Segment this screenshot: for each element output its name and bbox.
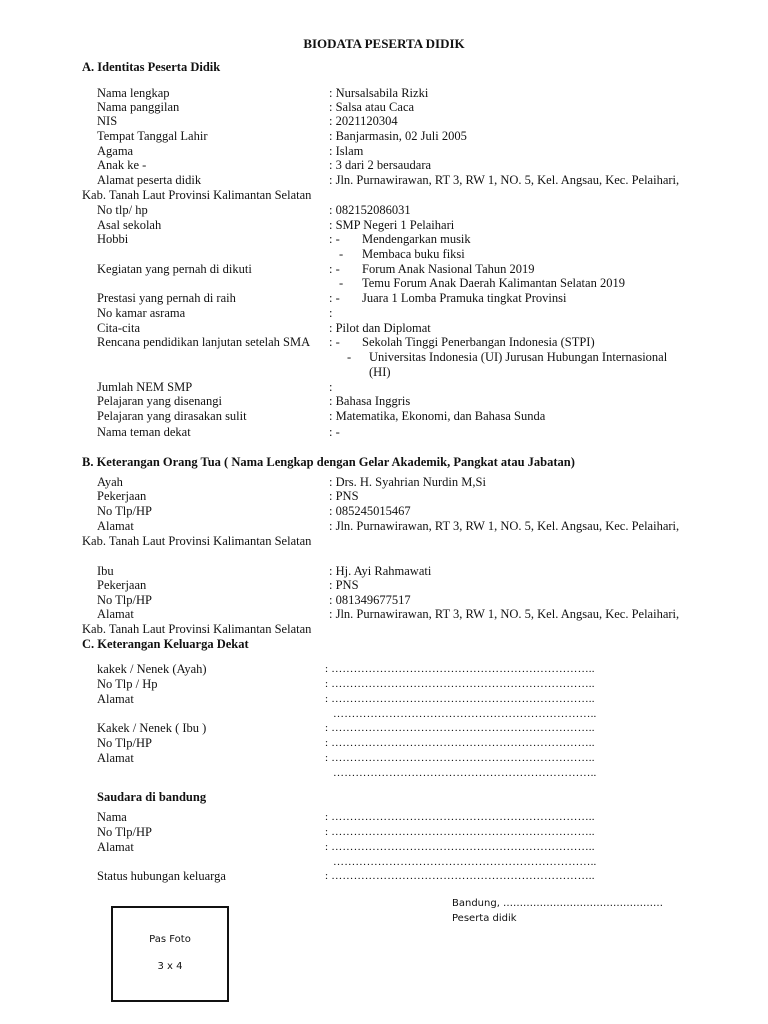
photo-label: Pas Foto — [149, 934, 191, 945]
field-status: Status hubungan keluarga : …………………………………………………………….. — [97, 869, 595, 883]
field-nama-saudara: Nama : …………………………………………………………….. — [97, 810, 595, 824]
signature-date: Bandung, ………………………………………… — [452, 898, 664, 909]
field-ayah-pekerjaan: Pekerjaan : PNS — [97, 489, 359, 503]
field-alamat-2: Alamat : …………………………………………………………….. — [97, 751, 595, 765]
field-rencana-3: (HI) — [369, 365, 391, 379]
field-ayah-alamat-cont: Kab. Tanah Laut Provinsi Kalimantan Selatan — [82, 534, 312, 548]
field-tlp-2: No Tlp/HP : …………………………………………………………….. — [97, 736, 595, 750]
section-a-heading: A. Identitas Peserta Didik — [82, 60, 221, 74]
saudara-heading: Saudara di bandung — [97, 790, 207, 804]
section-b-heading: B. Keterangan Orang Tua ( Nama Lengkap dengan Gelar Akademik, Pangkat atau Jabatan) — [82, 455, 575, 469]
field-alamat-cont: Kab. Tanah Laut Provinsi Kalimantan Selatan — [82, 188, 312, 202]
field-kakek-ibu: Kakek / Nenek ( Ibu ) : …………………………………………………………….. — [97, 721, 595, 735]
document-title: BIODATA PESERTA DIDIK — [303, 36, 465, 51]
field-alamat-3: Alamat : …………………………………………………………….. — [97, 840, 595, 854]
field-tlp: No tlp/ hp : 082152086031 — [97, 203, 411, 217]
field-anak-ke: Anak ke - : 3 dari 2 bersaudara — [97, 158, 432, 172]
field-hobbi-2: - Membaca buku fiksi — [339, 247, 465, 261]
signature-role: Peserta didik — [452, 913, 517, 924]
field-hobbi: Hobbi : - Mendengarkan musik — [97, 232, 471, 246]
field-sulit: Pelajaran yang dirasakan sulit : Matematika, Ekonomi, dan Bahasa Sunda — [97, 409, 546, 423]
field-kakek-ayah: kakek / Nenek (Ayah) : …………………………………………………………….. — [97, 662, 595, 676]
field-alamat-2-cont: …………………………………………………………….. — [333, 767, 597, 779]
field-prestasi: Prestasi yang pernah di raih : - Juara 1 Lomba Pramuka tingkat Provinsi — [97, 291, 567, 305]
field-nem: Jumlah NEM SMP : — [97, 380, 333, 394]
field-nama-panggilan: Nama panggilan : Salsa atau Caca — [97, 100, 415, 114]
field-nama-lengkap: Nama lengkap : Nursalsabila Rizki — [97, 86, 429, 100]
field-rencana-2: - Universitas Indonesia (UI) Jurusan Hubungan Internasional — [347, 350, 668, 364]
field-disenangi: Pelajaran yang disenangi : Bahasa Inggris — [97, 394, 411, 408]
field-teman: Nama teman dekat : - — [97, 425, 340, 439]
field-alamat: Alamat peserta didik : Jln. Purnawirawan, RT 3, RW 1, NO. 5, Kel. Angsau, Kec. Pelaihari, — [97, 173, 680, 187]
field-ibu-tlp: No Tlp/HP : 081349677517 — [97, 593, 411, 607]
field-ttl: Tempat Tanggal Lahir : Banjarmasin, 02 Juli 2005 — [97, 129, 467, 143]
field-kegiatan: Kegiatan yang pernah di dikuti : - Forum Anak Nasional Tahun 2019 — [97, 262, 535, 276]
field-kamar: No kamar asrama : — [97, 306, 333, 320]
field-rencana: Rencana pendidikan lanjutan setelah SMA : - Sekolah Tinggi Penerbangan Indonesia (STPI) — [97, 335, 595, 349]
field-nis: NIS : 2021120304 — [97, 114, 398, 128]
field-alamat-1-cont: …………………………………………………………….. — [333, 708, 597, 720]
section-c-heading: C. Keterangan Keluarga Dekat — [82, 637, 249, 651]
field-asal-sekolah: Asal sekolah : SMP Negeri 1 Pelaihari — [97, 218, 455, 232]
field-ibu: Ibu : Hj. Ayi Rahmawati — [97, 564, 432, 578]
field-ayah-alamat: Alamat : Jln. Purnawirawan, RT 3, RW 1, NO. 5, Kel. Angsau, Kec. Pelaihari, — [97, 519, 680, 533]
field-ayah-tlp: No Tlp/HP : 085245015467 — [97, 504, 411, 518]
field-ibu-alamat: Alamat : Jln. Purnawirawan, RT 3, RW 1, NO. 5, Kel. Angsau, Kec. Pelaihari, — [97, 607, 680, 621]
photo-size: 3 x 4 — [157, 961, 183, 972]
field-ibu-pekerjaan: Pekerjaan : PNS — [97, 578, 359, 592]
field-tlp-3: No Tlp/HP : …………………………………………………………….. — [97, 825, 595, 839]
field-alamat-3-cont: …………………………………………………………….. — [333, 856, 597, 868]
field-ibu-alamat-cont: Kab. Tanah Laut Provinsi Kalimantan Selatan — [82, 622, 312, 636]
field-ayah: Ayah : Drs. H. Syahrian Nurdin M,Si — [97, 475, 486, 489]
field-tlp-1: No Tlp / Hp : …………………………………………………………….. — [97, 677, 595, 691]
field-alamat-1: Alamat : …………………………………………………………….. — [97, 692, 595, 706]
photo-box — [111, 906, 229, 1002]
field-cita: Cita-cita : Pilot dan Diplomat — [97, 321, 431, 335]
field-agama: Agama : Islam — [97, 144, 364, 158]
field-kegiatan-2: - Temu Forum Anak Daerah Kalimantan Selatan 2019 — [339, 276, 625, 290]
